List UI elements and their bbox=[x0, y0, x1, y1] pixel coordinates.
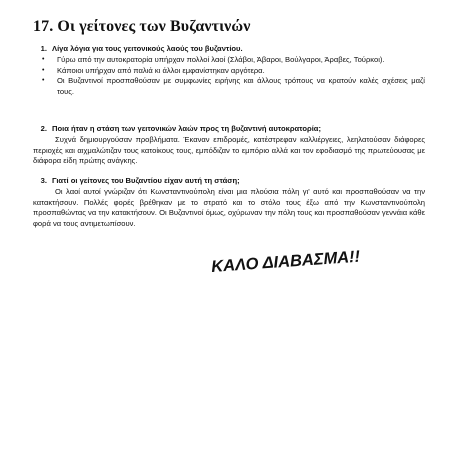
closing-wish: ΚΑΛΟ ΔΙΑΒΑΣΜΑ!! bbox=[210, 247, 361, 277]
question-number: 2. bbox=[40, 124, 47, 133]
question-text: Γιατί οι γείτονες του Βυζαντίου είχαν αυτή τη στάση; bbox=[52, 176, 240, 185]
list-item: • Γύρω από την αυτοκρατορία υπήρχαν πολλοί λαοί (Σλάβοι, Άβαροι, Βούλγαροι, Άραβες, Τούρκοι). bbox=[42, 54, 385, 64]
bullet-icon: • bbox=[42, 55, 45, 63]
list-item: • Οι Βυζαντινοί προσπαθούσαν με συμφωνίες ειρήνης και άλλους τρόπους να κρατούν καλές σχέσεις μαζί τους. bbox=[42, 76, 425, 97]
answer-paragraph: Συχνά δημιουργούσαν προβλήματα. Έκαναν επιδρομές, κατέστρεφαν καλλιέργειες, λεηλατούσαν διάφορες περιοχές και αιχμαλώτιζαν τους κατοίκους τους, εμπόδιζαν το εμπόριο αλλά και τον εφοδιασμό της πρωτεύουσας με διάφορα είδη πρώτης ανάγκης. bbox=[33, 134, 425, 166]
question-text: Ποια ήταν η στάση των γειτονικών λαών προς τη βυζαντινή αυτοκρατορία; bbox=[52, 124, 322, 133]
answer-paragraph: Οι λαοί αυτοί γνώριζαν ότι Κωνσταντινούπολη είναι μια πλούσια πόλη γι' αυτό και προσπαθούσαν να την κατακτήσουν. Πολλές φορές βρέθηκαν με το στρατό και το στόλο τους έξω από την Κωνσταντινούπολη προσπαθώντας να την κατακτήσουν. Οι Βυζαντινοί όμως, οχύρωναν την πόλη τους και προσπαθούσαν γεννάια κάθε φορά να τους αντιμετωπίσουν. bbox=[33, 186, 425, 229]
section-2 bbox=[33, 124, 425, 167]
question-number: 1. bbox=[40, 44, 47, 53]
section-3 bbox=[33, 176, 425, 230]
page-title: 17. Οι γείτονες των Βυζαντινών bbox=[33, 18, 251, 35]
list-item: • Κάποιοι υπήρχαν από παλιά κι άλλοι εμφανίστηκαν αργότερα. bbox=[42, 65, 265, 75]
bullet-list bbox=[33, 55, 425, 98]
question-3 bbox=[33, 176, 425, 187]
bullet-icon: • bbox=[42, 66, 45, 74]
bullet-icon: • bbox=[42, 77, 45, 85]
question-text: Λίγα λόγια για τους γειτονικούς λαούς του βυζαντίου. bbox=[52, 44, 243, 53]
section-1 bbox=[33, 44, 425, 98]
question-2 bbox=[33, 124, 425, 135]
question-number: 3. bbox=[40, 176, 47, 185]
question-1 bbox=[33, 44, 425, 55]
